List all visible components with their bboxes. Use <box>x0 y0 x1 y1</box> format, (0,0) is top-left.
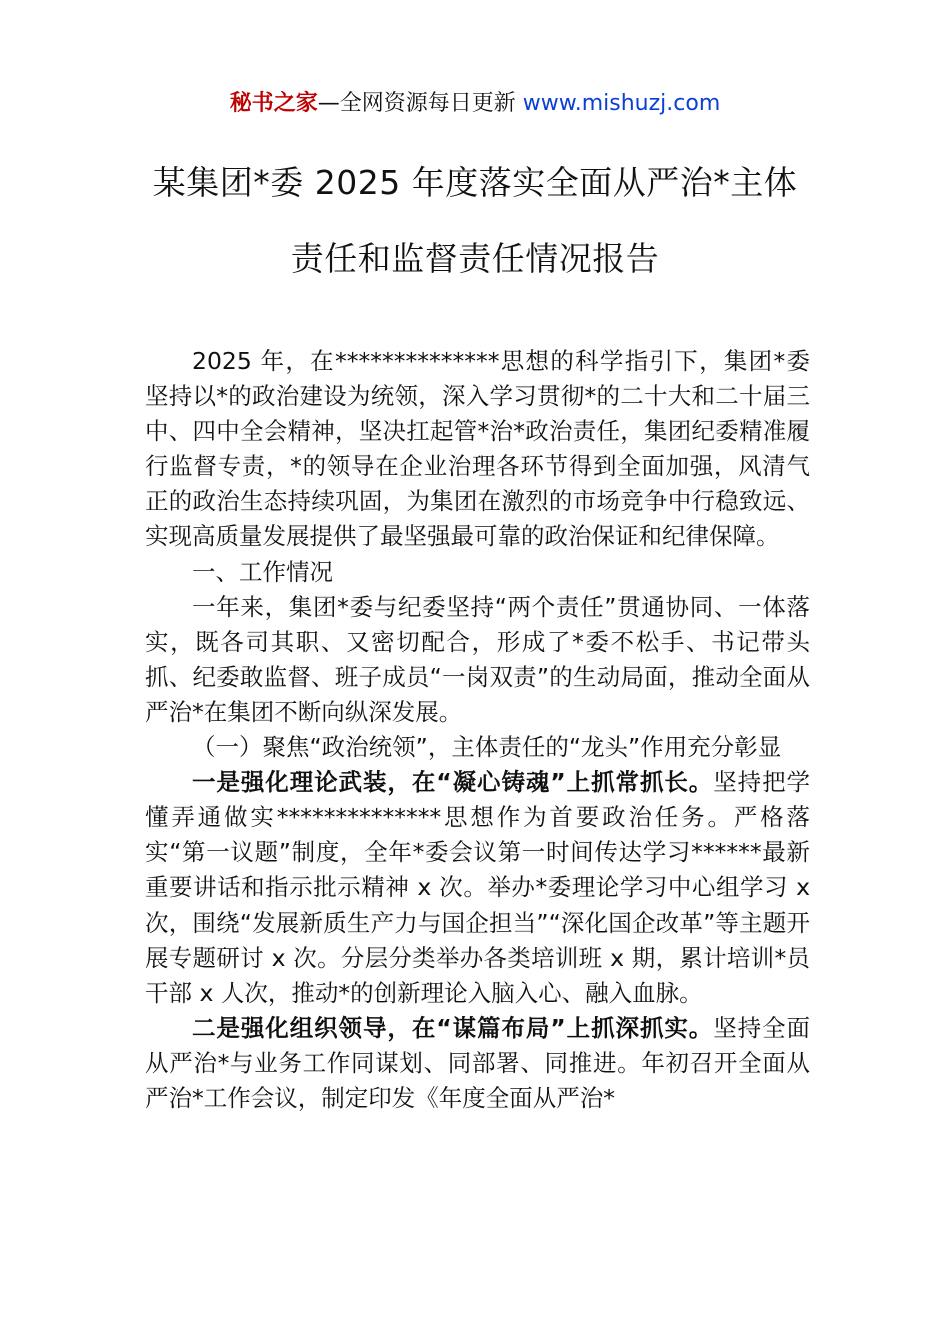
title-line-1: 某集团*委 2025 年度落实全面从严治*主体 <box>152 163 798 202</box>
subsection-heading-1: （一）聚焦“政治统领”，主体责任的“龙头”作用充分彰显 <box>192 733 782 762</box>
site-slogan: —全网资源每日更新 <box>317 91 516 116</box>
site-url-link[interactable]: www.mishuzj.com <box>522 91 721 116</box>
point-2-lead: 二是强化组织领导，在“谋篇布局”上抓深抓实。 <box>192 1013 714 1042</box>
point-1-paragraph <box>145 765 810 1011</box>
document-title <box>110 158 840 310</box>
point-2-paragraph <box>145 1011 810 1116</box>
point-2-text: 坚持全面从严治*与业务工作同谋划、同部署、同推进。年初召开全面从严治*工作会议，制定印发《年度全面从严治* <box>145 1013 811 1112</box>
site-brand: 秘书之家 <box>229 91 318 116</box>
document-body <box>145 344 810 1116</box>
intro-paragraph: 2025 年，在**************思想的科学指引下，集团*委坚持以*的政治建设为统领，深入学习贯彻*的二十大和二十届三中、四中全会精神，坚决扛起管*治*政治责任，集团纪委精准履行监督专责，*的领导在企业治理各环节得到全面加强，风清气正的政治生态持续巩固，为集团在激烈的市场竞争中行稳致远、实现高质量发展提供了最坚强最可靠的政治保证和纪律保障。 <box>145 347 810 551</box>
point-1-text: 坚持把学懂弄通做实**************思想作为首要政治任务。严格落实“第一议题”制度，全年*委会议第一时间传达学习******最新重要讲话和指示批示精神 x 次。举办*委理论学习中心组学习 x 次，围绕“发展新质生产力与国企担当”“深化国企改革”等主题开展专题研讨 x 次。分层分类举办各类培训班 x 期，累计培训*员干部 x 人次，推动*的创新理论入脑入心、融入血脉。 <box>145 768 811 1007</box>
work-overview-paragraph: 一年来，集团*委与纪委坚持“两个责任”贯通协同、一体落实，既各司其职、又密切配合，形成了*委不松手、书记带头抓、纪委敢监督、班子成员“一岗双责”的生动局面，推动全面从严治*在集团不断向纵深发展。 <box>145 592 810 726</box>
section-heading-1: 一、工作情况 <box>192 557 333 586</box>
point-1-lead: 一是强化理论武装，在“凝心铸魂”上抓常抓长。 <box>192 768 714 797</box>
title-line-2: 责任和监督责任情况报告 <box>290 239 660 278</box>
site-header <box>0 88 950 120</box>
